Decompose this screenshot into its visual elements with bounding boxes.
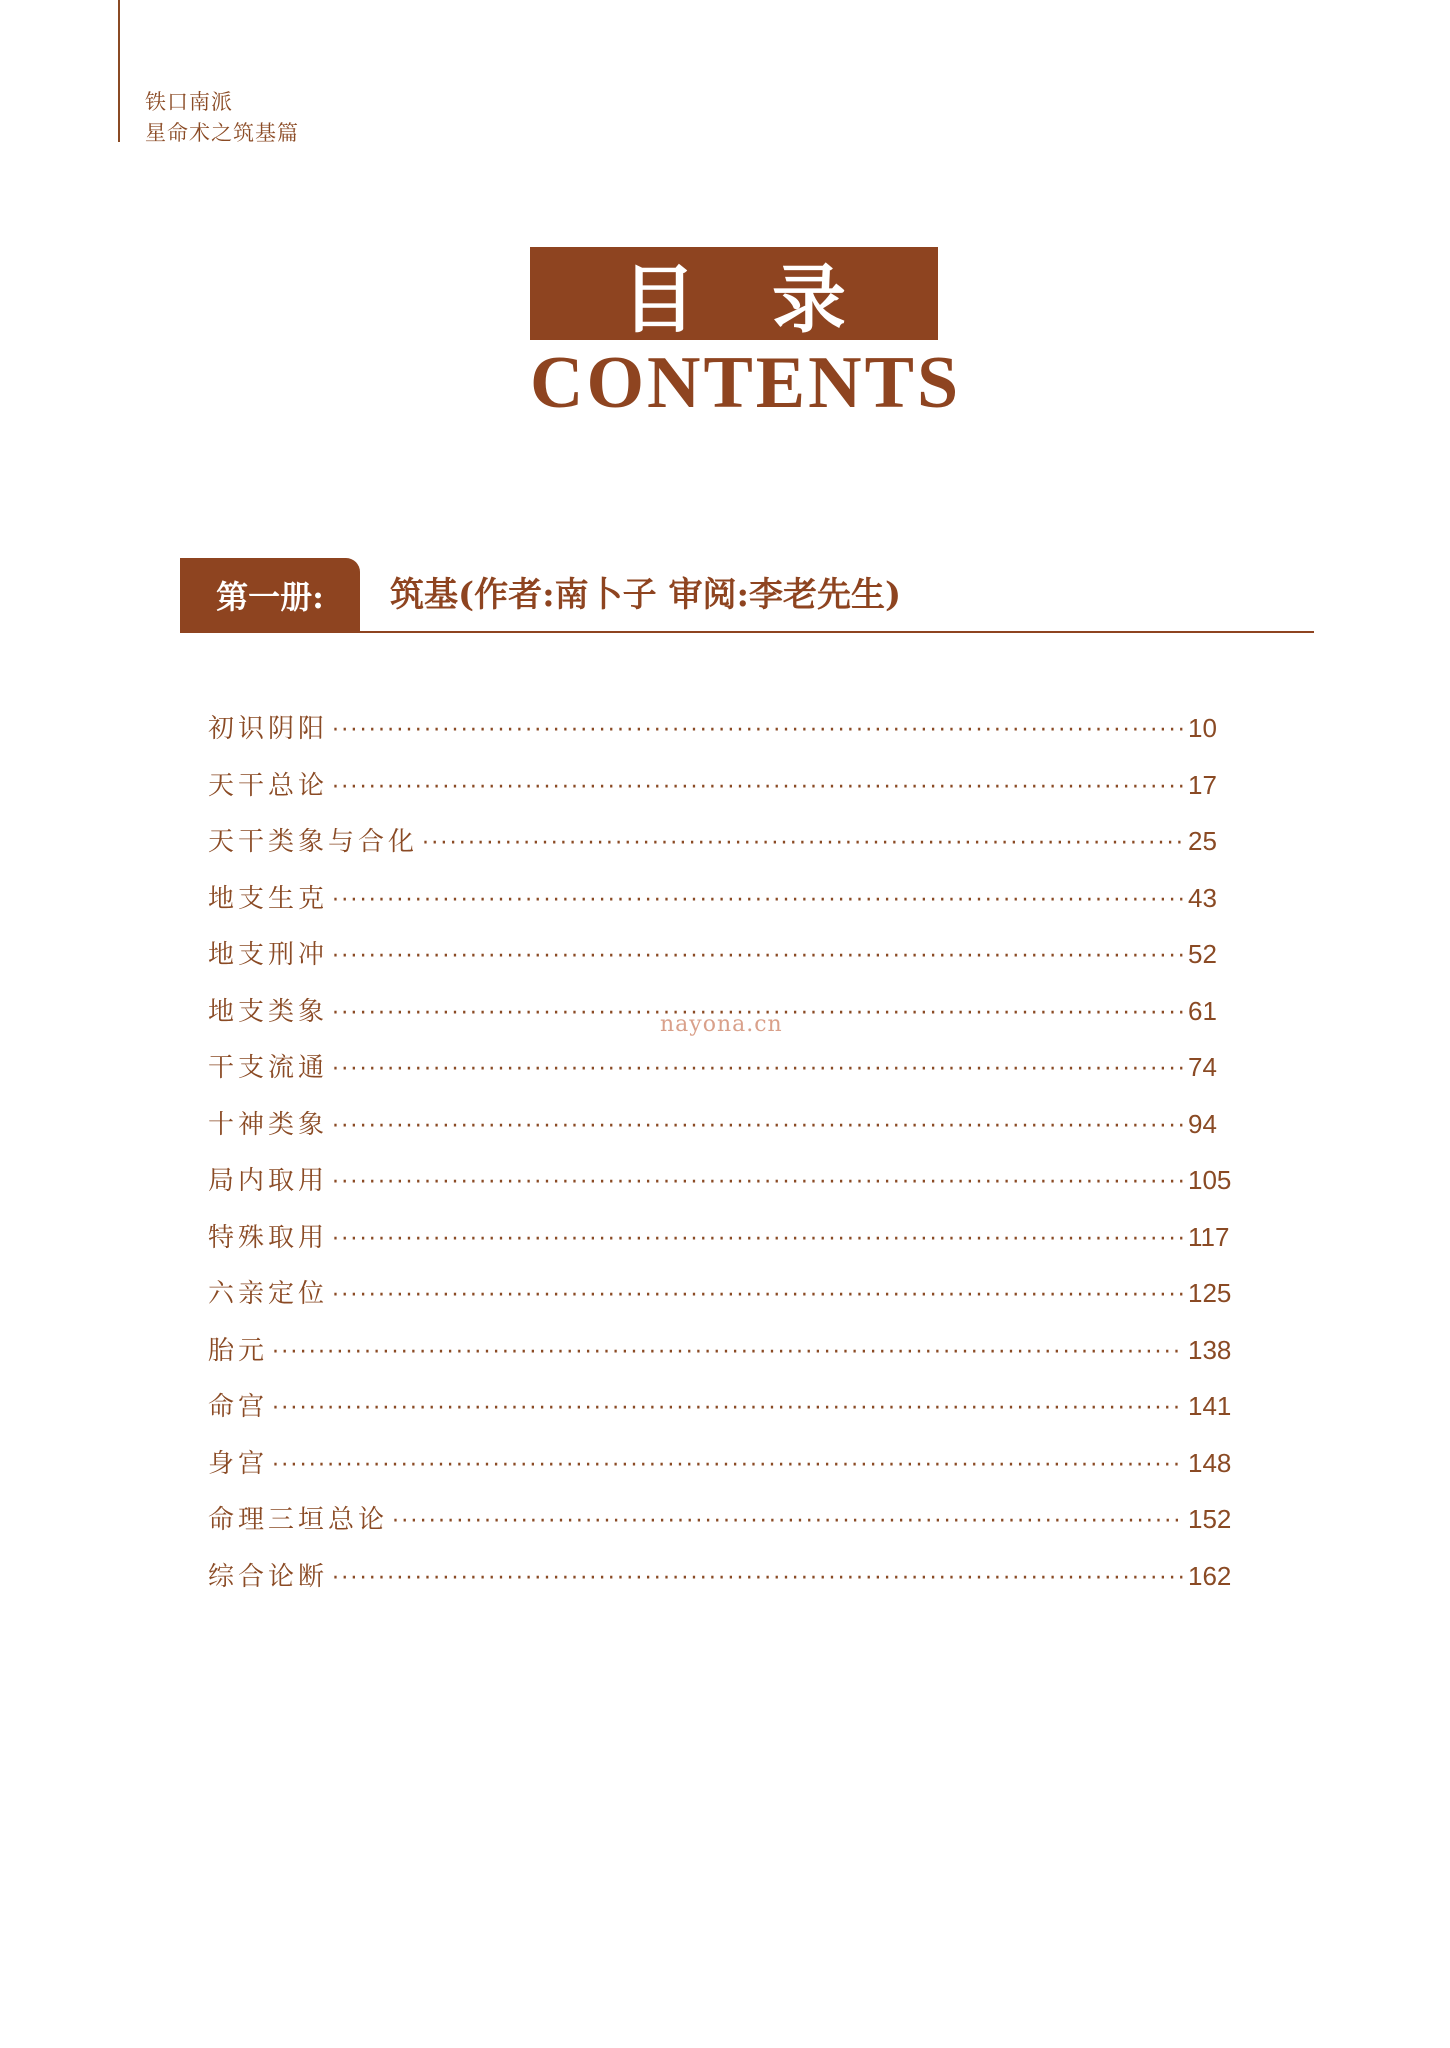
toc-leader-dots bbox=[272, 1340, 1184, 1365]
toc-entry[interactable] bbox=[208, 1217, 1238, 1274]
toc-entry[interactable] bbox=[208, 765, 1238, 822]
contents-title-zh: 目录 bbox=[530, 247, 938, 340]
toc-entry-page: 162 bbox=[1188, 1560, 1232, 1591]
running-header-series: 铁口南派 bbox=[145, 90, 233, 114]
running-header-book: 星命术之筑基篇 bbox=[145, 121, 299, 145]
volume-divider bbox=[180, 631, 1314, 633]
toc-entry[interactable] bbox=[208, 1499, 1238, 1556]
toc-entry-title: 命宫 bbox=[208, 1392, 269, 1422]
volume-title: 筑基(作者:南卜子 审阅:李老先生) bbox=[390, 575, 902, 615]
toc-entry-title: 命理三垣总论 bbox=[208, 1505, 389, 1535]
toc-entry[interactable] bbox=[208, 708, 1238, 765]
toc-leader-dots bbox=[332, 1057, 1184, 1082]
toc-entry-title: 地支生克 bbox=[208, 883, 329, 914]
toc-entry-title: 胎元 bbox=[208, 1335, 269, 1366]
toc-leader-dots bbox=[332, 1566, 1184, 1591]
toc-entry-title: 十神类象 bbox=[208, 1109, 329, 1140]
toc-entry[interactable] bbox=[208, 1386, 1238, 1443]
toc-leader-dots bbox=[332, 718, 1184, 743]
toc-entry[interactable] bbox=[208, 821, 1238, 878]
toc-entry[interactable] bbox=[208, 878, 1238, 935]
toc-leader-dots bbox=[392, 1509, 1184, 1534]
toc-entry-page: 61 bbox=[1188, 995, 1217, 1026]
toc-entry[interactable] bbox=[208, 1273, 1238, 1330]
toc-leader-dots bbox=[332, 888, 1184, 913]
toc-entry[interactable] bbox=[208, 1047, 1238, 1104]
toc-entry-title: 局内取用 bbox=[208, 1166, 329, 1196]
toc-entry-page: 74 bbox=[1188, 1052, 1217, 1082]
toc-leader-dots bbox=[332, 1170, 1184, 1195]
toc-leader-dots bbox=[332, 1227, 1184, 1252]
toc-entry-page: 125 bbox=[1188, 1278, 1232, 1308]
toc-entry-title: 初识阴阳 bbox=[208, 714, 329, 744]
side-rule bbox=[118, 0, 120, 142]
toc-entry-page: 52 bbox=[1188, 939, 1217, 969]
watermark: nayona.cn bbox=[660, 1012, 783, 1037]
volume-tab: 第一册: bbox=[180, 558, 360, 632]
toc-entry[interactable] bbox=[208, 934, 1238, 991]
toc-entry-title: 综合论断 bbox=[208, 1561, 329, 1592]
toc-entry[interactable] bbox=[208, 1330, 1238, 1387]
toc-entry-page: 10 bbox=[1188, 713, 1217, 743]
toc-entry-page: 25 bbox=[1188, 826, 1217, 856]
toc-leader-dots bbox=[332, 1283, 1184, 1308]
toc-entry-title: 天干总论 bbox=[208, 770, 329, 801]
toc-entry[interactable] bbox=[208, 1556, 1238, 1613]
toc-entry-page: 141 bbox=[1188, 1391, 1232, 1421]
toc-leader-dots bbox=[422, 831, 1184, 856]
toc-entry[interactable] bbox=[208, 1443, 1238, 1500]
toc-entry[interactable] bbox=[208, 1160, 1238, 1217]
toc-entry-title: 干支流通 bbox=[208, 1053, 329, 1083]
toc-leader-dots bbox=[272, 1453, 1184, 1478]
toc-entry-page: 152 bbox=[1188, 1504, 1232, 1534]
contents-title-en: CONTENTS bbox=[530, 342, 962, 424]
toc-entry-page: 105 bbox=[1188, 1165, 1232, 1195]
toc-entry-page: 94 bbox=[1188, 1108, 1217, 1139]
toc-leader-dots bbox=[332, 775, 1184, 800]
toc-entry-title: 特殊取用 bbox=[208, 1222, 329, 1253]
toc-entry-page: 148 bbox=[1188, 1447, 1232, 1478]
toc-entry-title: 地支刑冲 bbox=[208, 940, 329, 970]
table-of-contents bbox=[208, 708, 1238, 1612]
toc-leader-dots bbox=[332, 1114, 1184, 1139]
toc-entry-title: 身宫 bbox=[208, 1448, 269, 1479]
toc-leader-dots bbox=[272, 1396, 1184, 1421]
toc-leader-dots bbox=[332, 944, 1184, 969]
toc-entry-title: 六亲定位 bbox=[208, 1279, 329, 1309]
toc-entry-title: 天干类象与合化 bbox=[208, 827, 419, 857]
toc-entry-page: 17 bbox=[1188, 769, 1217, 800]
toc-entry-page: 117 bbox=[1188, 1221, 1230, 1252]
toc-entry-page: 138 bbox=[1188, 1334, 1232, 1365]
toc-entry[interactable] bbox=[208, 1104, 1238, 1161]
toc-entry-page: 43 bbox=[1188, 882, 1217, 913]
toc-entry-title: 地支类象 bbox=[208, 996, 329, 1027]
